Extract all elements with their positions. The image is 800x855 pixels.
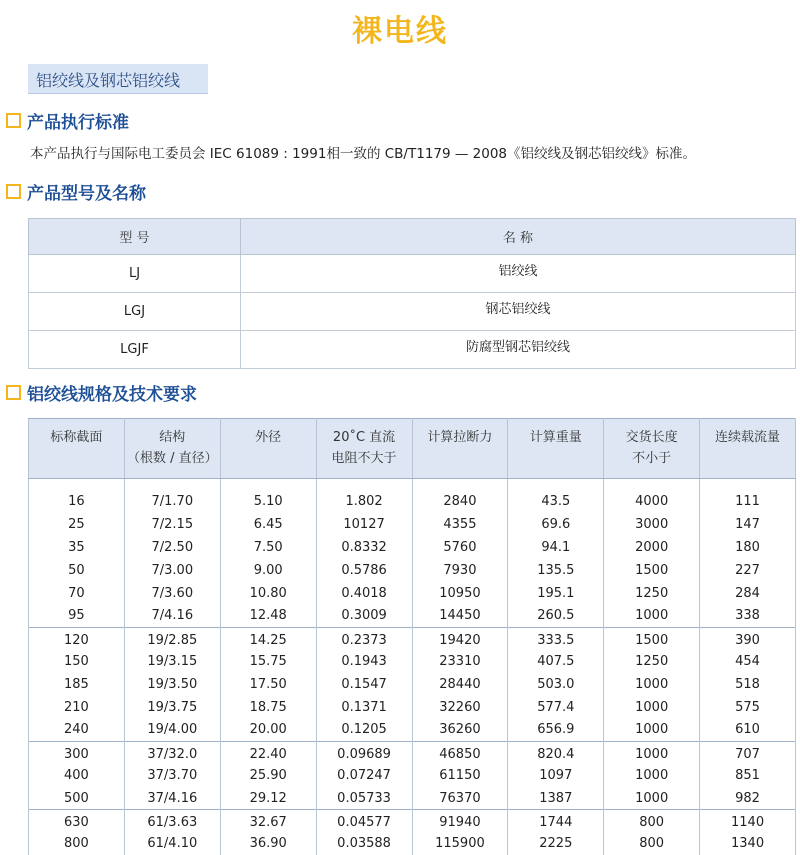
spec-cell: 46850 [412, 741, 508, 764]
section-standard [6, 108, 129, 132]
section-models [6, 179, 146, 203]
section-models-title: 产品型号及名称 [27, 183, 146, 204]
spec-cell: 4000 [604, 491, 700, 514]
spec-cell: 15.75 [220, 650, 316, 673]
spec-cell: 1000 [604, 764, 700, 787]
spec-cell: 37/4.16 [124, 787, 220, 810]
spec-cell: 0.1547 [316, 673, 412, 696]
spec-cell: 7/2.15 [124, 513, 220, 536]
spec-cell: 1250 [604, 650, 700, 673]
spec-cell: 2840 [412, 491, 508, 514]
spec-cell: 6.45 [220, 513, 316, 536]
spec-cell: 400 [29, 764, 125, 787]
spec-cell: 29.12 [220, 787, 316, 810]
spec-header-1 [124, 419, 220, 479]
spec-cell: 4355 [412, 513, 508, 536]
spec-cell: 800 [604, 832, 700, 855]
spec-cell: 28440 [412, 673, 508, 696]
spec-cell: 61150 [412, 764, 508, 787]
spec-cell: 407.5 [508, 650, 604, 673]
spec-cell: 0.05733 [316, 787, 412, 810]
spec-cell: 1097 [508, 764, 604, 787]
spec-cell: 19/3.50 [124, 673, 220, 696]
name-cell: 铝绞线 [241, 255, 796, 293]
spec-cell: 390 [700, 627, 796, 650]
spec-cell: 147 [700, 513, 796, 536]
spec-cell: 150 [29, 650, 125, 673]
spec-cell: 7.50 [220, 536, 316, 559]
spec-cell: 800 [604, 810, 700, 833]
spec-cell: 10.80 [220, 582, 316, 605]
square-bullet-icon [6, 184, 21, 199]
spec-cell: 1500 [604, 627, 700, 650]
spec-header-2 [220, 419, 316, 479]
table-row [29, 582, 796, 605]
name-cell: 钢芯铝绞线 [241, 293, 796, 331]
spec-cell: 135.5 [508, 559, 604, 582]
spec-cell: 1340 [700, 832, 796, 855]
spec-cell: 610 [700, 718, 796, 741]
spec-cell: 10127 [316, 513, 412, 536]
spacer-cell [220, 479, 316, 491]
spacer-cell [604, 479, 700, 491]
spec-cell: 1744 [508, 810, 604, 833]
table-row [29, 293, 796, 331]
spec-header-3 [316, 419, 412, 479]
spec-cell: 61/4.10 [124, 832, 220, 855]
model-cell: LGJ [29, 293, 241, 331]
spec-cell: 120 [29, 627, 125, 650]
spec-cell: 1000 [604, 718, 700, 741]
spec-cell: 707 [700, 741, 796, 764]
spec-table-header [29, 419, 796, 479]
spec-header-0 [29, 419, 125, 479]
spec-cell: 982 [700, 787, 796, 810]
table-row [29, 832, 796, 855]
model-cell: LJ [29, 255, 241, 293]
spec-cell: 2000 [604, 536, 700, 559]
table-row [29, 764, 796, 787]
spec-cell: 95 [29, 604, 125, 627]
spec-header-6 [604, 419, 700, 479]
spec-cell: 111 [700, 491, 796, 514]
spacer-cell [412, 479, 508, 491]
spec-cell: 284 [700, 582, 796, 605]
spec-cell: 12.48 [220, 604, 316, 627]
table-row [29, 810, 796, 833]
spec-cell: 37/32.0 [124, 741, 220, 764]
spec-cell: 1000 [604, 696, 700, 719]
spec-cell: 0.1371 [316, 696, 412, 719]
spec-cell: 50 [29, 559, 125, 582]
spec-cell: 91940 [412, 810, 508, 833]
model-table [28, 218, 796, 369]
table-row [29, 696, 796, 719]
spec-cell: 115900 [412, 832, 508, 855]
spec-cell: 5.10 [220, 491, 316, 514]
spec-cell: 577.4 [508, 696, 604, 719]
spec-cell: 19/4.00 [124, 718, 220, 741]
spec-cell: 0.4018 [316, 582, 412, 605]
spacer-cell [29, 479, 125, 491]
table-row [29, 255, 796, 293]
table-row [29, 604, 796, 627]
spec-cell: 630 [29, 810, 125, 833]
spec-cell: 14450 [412, 604, 508, 627]
spec-cell: 37/3.70 [124, 764, 220, 787]
spec-header-line: 计算拉断力 [427, 430, 493, 445]
spec-cell: 19/3.15 [124, 650, 220, 673]
spec-cell: 518 [700, 673, 796, 696]
table-row [29, 718, 796, 741]
square-bullet-icon [6, 113, 21, 128]
spec-cell: 35 [29, 536, 125, 559]
spec-cell: 94.1 [508, 536, 604, 559]
spec-cell: 180 [700, 536, 796, 559]
spec-cell: 16 [29, 491, 125, 514]
spec-cell: 7/4.16 [124, 604, 220, 627]
spec-cell: 454 [700, 650, 796, 673]
spec-cell: 300 [29, 741, 125, 764]
table-row [29, 650, 796, 673]
spec-cell: 19/2.85 [124, 627, 220, 650]
table-row [29, 787, 796, 810]
table-row [29, 673, 796, 696]
spec-header-7 [700, 419, 796, 479]
spec-cell: 0.1943 [316, 650, 412, 673]
spec-cell: 1.802 [316, 491, 412, 514]
spec-cell: 3000 [604, 513, 700, 536]
spec-cell: 656.9 [508, 718, 604, 741]
spec-cell: 1000 [604, 741, 700, 764]
spec-cell: 23310 [412, 650, 508, 673]
subtitle-text: 铝绞线及钢芯铝绞线 [36, 71, 181, 90]
spec-cell: 22.40 [220, 741, 316, 764]
spec-cell: 338 [700, 604, 796, 627]
spec-cell: 0.2373 [316, 627, 412, 650]
spec-cell: 5760 [412, 536, 508, 559]
spec-cell: 7/3.00 [124, 559, 220, 582]
model-table-header [29, 219, 796, 255]
spec-header-line: 电阻不大于 [331, 451, 397, 466]
spec-cell: 36260 [412, 718, 508, 741]
spec-cell: 227 [700, 559, 796, 582]
table-row [29, 491, 796, 514]
table-row [29, 627, 796, 650]
spec-cell: 10950 [412, 582, 508, 605]
section-specs [6, 380, 197, 404]
table-row [29, 559, 796, 582]
spec-header-line: 不小于 [632, 451, 672, 466]
spec-cell: 1000 [604, 673, 700, 696]
spec-header-line: 计算重量 [529, 430, 582, 445]
spec-header-line: 连续载流量 [715, 430, 781, 445]
page-title: 裸电线 [352, 14, 448, 49]
spec-cell: 1000 [604, 787, 700, 810]
spec-cell: 195.1 [508, 582, 604, 605]
spec-cell: 18.75 [220, 696, 316, 719]
spec-cell: 7930 [412, 559, 508, 582]
spacer-cell [124, 479, 220, 491]
section-specs-title: 铝绞线规格及技术要求 [27, 384, 197, 405]
section-standard-title: 产品执行标准 [27, 112, 129, 133]
spec-cell: 800 [29, 832, 125, 855]
spec-cell: 76370 [412, 787, 508, 810]
spec-cell: 820.4 [508, 741, 604, 764]
spec-cell: 7/1.70 [124, 491, 220, 514]
spec-cell: 17.50 [220, 673, 316, 696]
spec-cell: 1500 [604, 559, 700, 582]
spec-cell: 500 [29, 787, 125, 810]
spec-header-line: 外径 [255, 430, 282, 445]
spec-cell: 210 [29, 696, 125, 719]
spec-cell: 43.5 [508, 491, 604, 514]
spec-cell: 1000 [604, 604, 700, 627]
spec-cell: 575 [700, 696, 796, 719]
spec-cell: 20.00 [220, 718, 316, 741]
spec-header-line: 结构 [159, 430, 186, 445]
spec-cell: 185 [29, 673, 125, 696]
subtitle-bar [28, 64, 208, 94]
spec-cell: 36.90 [220, 832, 316, 855]
spec-header-line: 标称截面 [50, 430, 103, 445]
spacer-cell [316, 479, 412, 491]
spec-cell: 7/2.50 [124, 536, 220, 559]
spec-cell: 25.90 [220, 764, 316, 787]
spec-cell: 851 [700, 764, 796, 787]
spec-cell: 25 [29, 513, 125, 536]
spec-cell: 503.0 [508, 673, 604, 696]
spec-cell: 7/3.60 [124, 582, 220, 605]
spec-header-line: 交货长度 [625, 430, 678, 445]
spec-header-4 [412, 419, 508, 479]
spec-cell: 19/3.75 [124, 696, 220, 719]
spec-cell: 70 [29, 582, 125, 605]
spec-cell: 0.1205 [316, 718, 412, 741]
spacer-cell [508, 479, 604, 491]
spec-header-line: （根数 / 直径） [126, 451, 218, 466]
spec-cell: 0.8332 [316, 536, 412, 559]
spec-cell: 0.09689 [316, 741, 412, 764]
table-row [29, 536, 796, 559]
square-bullet-icon [6, 385, 21, 400]
spec-table [28, 418, 796, 855]
spec-cell: 1250 [604, 582, 700, 605]
model-cell: LGJF [29, 331, 241, 369]
spec-header-5 [508, 419, 604, 479]
spec-cell: 2225 [508, 832, 604, 855]
spec-cell: 0.3009 [316, 604, 412, 627]
spacer-row [29, 479, 796, 491]
spec-cell: 61/3.63 [124, 810, 220, 833]
standard-text: 本产品执行与国际电工委员会 IEC 61089 : 1991相一致的 CB/T1179 — 2008《铝绞线及钢芯铝绞线》标准。 [30, 146, 697, 162]
name-cell: 防腐型钢芯铝绞线 [241, 331, 796, 369]
spec-cell: 1387 [508, 787, 604, 810]
spec-header-line: 20˚C 直流 [332, 430, 396, 445]
spec-cell: 69.6 [508, 513, 604, 536]
spec-cell: 0.5786 [316, 559, 412, 582]
header-name: 名 称 [241, 219, 796, 255]
spacer-cell [700, 479, 796, 491]
spec-cell: 333.5 [508, 627, 604, 650]
spec-cell: 260.5 [508, 604, 604, 627]
table-row [29, 513, 796, 536]
spec-cell: 0.03588 [316, 832, 412, 855]
spec-cell: 0.07247 [316, 764, 412, 787]
spec-cell: 0.04577 [316, 810, 412, 833]
spec-cell: 14.25 [220, 627, 316, 650]
spec-cell: 32.67 [220, 810, 316, 833]
table-row [29, 741, 796, 764]
spec-cell: 1140 [700, 810, 796, 833]
spec-cell: 9.00 [220, 559, 316, 582]
spec-cell: 19420 [412, 627, 508, 650]
spec-cell: 240 [29, 718, 125, 741]
table-row [29, 331, 796, 369]
header-model: 型 号 [29, 219, 241, 255]
spec-cell: 32260 [412, 696, 508, 719]
